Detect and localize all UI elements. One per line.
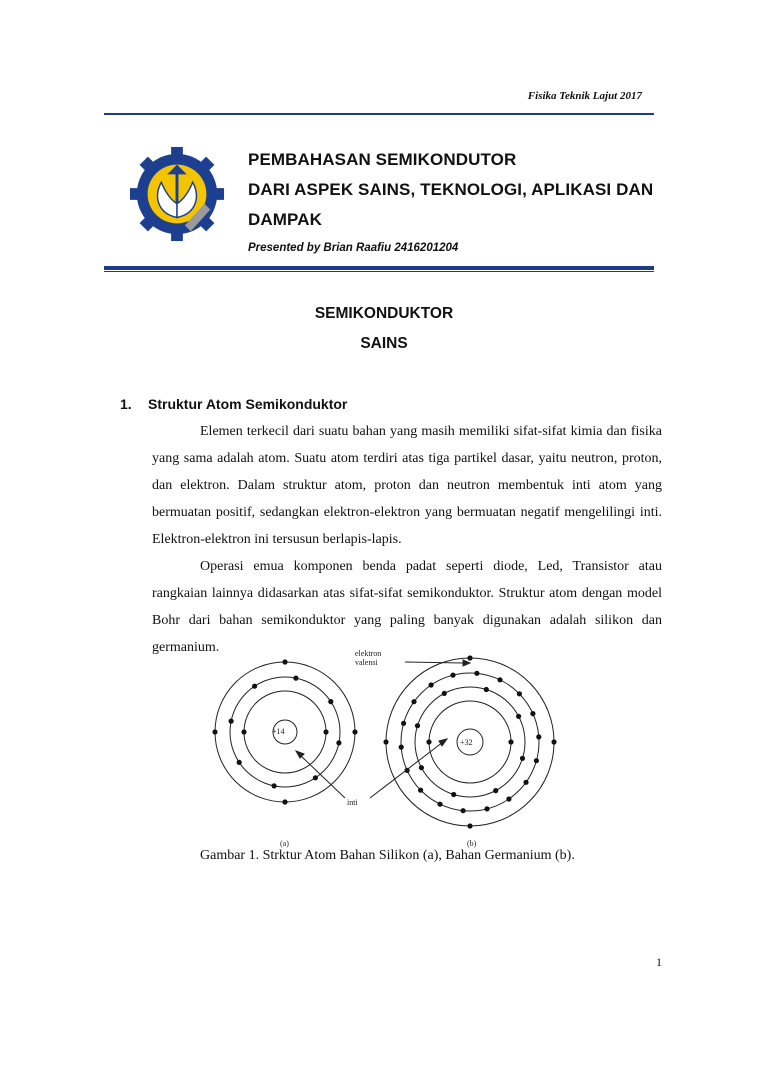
presenter-line: Presented by Brian Raafiu 2416201204 [248, 242, 459, 254]
electron-dot [534, 758, 539, 763]
electron-dot [461, 808, 466, 813]
electron-dot [252, 684, 257, 689]
subfigure-b-label: (b) [467, 839, 477, 848]
label-core: inti [347, 798, 358, 807]
electron-dot [313, 775, 318, 780]
label-valence-2: valensi [355, 658, 378, 667]
label-valence-1: elektron [355, 650, 382, 658]
electron-dot [451, 792, 456, 797]
section-title: Struktur Atom Semikonduktor [148, 396, 348, 412]
electron-dot [336, 740, 341, 745]
electron-dot [418, 788, 423, 793]
title-rule-thin [104, 271, 654, 272]
electron-dot [411, 699, 416, 704]
electron-dot [399, 745, 404, 750]
electron-dot [484, 806, 489, 811]
title-line-3: DAMPAK [248, 210, 322, 229]
figure-caption: Gambar 1. Strktur Atom Bahan Silikon (a), Bahan Germanium (b). [200, 848, 575, 863]
electron-dot [508, 739, 513, 744]
electron-dot [401, 721, 406, 726]
paragraph-2: Operasi emua komponen benda padat seperti diode, Led, Transistor atau rangkaian lainnya didasarkan atas sifat-sifat semikonduktor. Struktur atom dengan model Bohr dari bahan semikonduktor yang paling banyak digunakan adalah silikon dan germanium. [152, 559, 662, 655]
paragraph-1: Elemen terkecil dari suatu bahan yang masih memiliki sifat-sifat kimia dan fisika yang sama adalah atom. Suatu atom terdiri atas tiga partikel dasar, yaitu neutron, proton, dan elektron. Dalam struktur atom, proton dan neutron membentuk inti atom yang bermuatan positif, sedangkan elektron-elektron yang bermuatan negatif mengelilingi inti. Elektron-elektron ini tersusun berlapis-lapis. [152, 424, 662, 547]
electron-dot [493, 788, 498, 793]
electron-dot [229, 719, 234, 724]
electron-dot [293, 676, 298, 681]
electron-dot [517, 691, 522, 696]
nucleus-b-label: +32 [460, 738, 473, 747]
electron-dot [272, 783, 277, 788]
heading-line-1: SEMIKONDUKTOR [314, 305, 454, 322]
electron-dot [484, 687, 489, 692]
electron-dot [426, 739, 431, 744]
electron-dot [467, 823, 472, 828]
electron-dot [530, 711, 535, 716]
electron-dot [212, 729, 217, 734]
title-rule-thick [104, 266, 654, 270]
electron-dot [282, 659, 287, 664]
electron-dot [328, 699, 333, 704]
body-text [152, 418, 662, 661]
subfigure-a-label: (a) [280, 839, 289, 848]
electron-dot [523, 780, 528, 785]
electron-dot [437, 802, 442, 807]
section-heading [120, 396, 347, 412]
electron-dot [474, 671, 479, 676]
electron-dot [506, 796, 511, 801]
electron-dot [450, 673, 455, 678]
atom-structure-figure [205, 650, 565, 850]
page-number: 1 [656, 955, 662, 969]
silicon-atom-diagram [215, 662, 355, 802]
running-header: Fisika Teknik Lajut 2017 [527, 90, 642, 102]
electron-dot [237, 760, 242, 765]
electron-dot [419, 765, 424, 770]
title-line-2: DARI ASPEK SAINS, TEKNOLOGI, APLIKASI DAN [248, 180, 654, 199]
electron-dot [241, 729, 246, 734]
electron-dot [352, 729, 357, 734]
electron-dot [516, 714, 521, 719]
electron-dot [551, 739, 556, 744]
heading-line-2: SAINS [360, 335, 408, 352]
title-line-1: PEMBAHASAN SEMIKONDUTOR [248, 150, 517, 169]
electron-dot [323, 729, 328, 734]
nucleus-a-label: +14 [272, 727, 285, 736]
its-logo-icon [128, 145, 226, 243]
electron-dot [536, 734, 541, 739]
electron-dot [383, 739, 388, 744]
electron-dot [442, 691, 447, 696]
section-number: 1. [120, 396, 132, 412]
electron-dot [282, 799, 287, 804]
electron-dot [520, 756, 525, 761]
header-rule [104, 113, 654, 115]
electron-dot [467, 655, 472, 660]
electron-dot [497, 677, 502, 682]
electron-dot [429, 682, 434, 687]
electron-dot [415, 723, 420, 728]
